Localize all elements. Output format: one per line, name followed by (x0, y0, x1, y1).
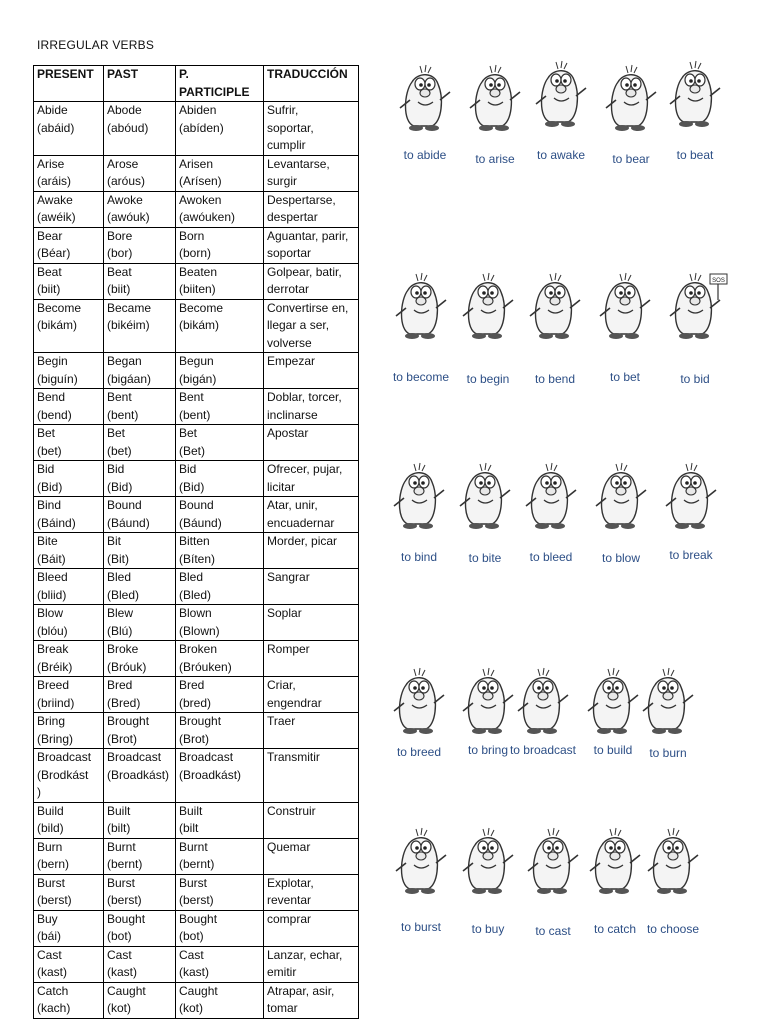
cell-present: Bite (Báit) (34, 533, 104, 569)
cell-translation: Doblar, torcer, inclinarse (264, 389, 359, 425)
table-row (34, 389, 359, 425)
illustration-card (452, 460, 518, 567)
cell-past: Bit (Bit) (104, 533, 176, 569)
cell-past: Bled (Bled) (104, 569, 176, 605)
cartoon-character-icon (592, 270, 658, 342)
cartoon-character-icon (510, 665, 576, 737)
cell-present: Begin (biguín) (34, 353, 104, 389)
cartoon-character-icon (388, 270, 454, 342)
cell-translation: Morder, picar (264, 533, 359, 569)
cell-past: Bound (Báund) (104, 497, 176, 533)
cell-present: Abide (abáid) (34, 102, 104, 156)
cell-present: Broadcast (Brodkást ) (34, 749, 104, 803)
illustration-caption: to burst (400, 920, 442, 934)
table-row (34, 425, 359, 461)
cell-past: Burnt (bernt) (104, 838, 176, 874)
illustration-card (640, 825, 706, 938)
cell-present: Bring (Bring) (34, 713, 104, 749)
cell-past: Bent (bent) (104, 389, 176, 425)
cell-past: Began (bigáan) (104, 353, 176, 389)
cell-past: Brought (Brot) (104, 713, 176, 749)
illustration-caption: to bind (400, 550, 438, 564)
cell-past: Became (bikéim) (104, 299, 176, 353)
illustration-caption: to choose (646, 922, 700, 936)
cell-participle: Bled (Bled) (176, 569, 264, 605)
cell-translation: Apostar (264, 425, 359, 461)
cell-participle: Blown (Blown) (176, 605, 264, 641)
cartoon-character-icon (662, 58, 728, 130)
table-row (34, 227, 359, 263)
cell-translation: Construir (264, 802, 359, 838)
cell-translation: Ofrecer, pujar, licitar (264, 461, 359, 497)
table-row (34, 641, 359, 677)
illustration-card (658, 460, 724, 564)
illustration-card (388, 270, 454, 386)
cell-participle: Broken (Bróuken) (176, 641, 264, 677)
illustration-card (510, 665, 576, 759)
cartoon-character-icon (522, 270, 588, 342)
cartoon-character-icon (582, 825, 648, 897)
cell-translation: Sufrir, soportar, cumplir (264, 102, 359, 156)
table-row (34, 102, 359, 156)
cartoon-character-icon (598, 62, 664, 134)
illustration-card (455, 825, 521, 938)
cartoon-character-icon (640, 825, 706, 897)
cell-present: Catch (kach) (34, 982, 104, 1018)
illustration-card (598, 62, 664, 168)
cell-participle: Become (bikám) (176, 299, 264, 353)
cell-participle: Awoken (awóuken) (176, 191, 264, 227)
cell-participle: Bid (Bid) (176, 461, 264, 497)
illustration-card (462, 62, 528, 168)
cell-translation: Empezar (264, 353, 359, 389)
illustration-caption: to abide (403, 148, 447, 162)
illustration-card (386, 460, 452, 566)
cartoon-character-icon (635, 665, 701, 737)
cartoon-character-icon (452, 460, 518, 532)
illustration-caption: to arise (475, 152, 515, 166)
cell-present: Bid (Bid) (34, 461, 104, 497)
cell-past: Built (bilt) (104, 802, 176, 838)
illustration-card (662, 270, 728, 388)
cartoon-character-icon (455, 270, 521, 342)
cell-participle: Cast (kast) (176, 946, 264, 982)
table-row (34, 533, 359, 569)
illustration-caption: to build (593, 743, 633, 757)
cell-present: Bend (bend) (34, 389, 104, 425)
illustration-card (588, 460, 654, 567)
illustration-caption: to burn (649, 746, 687, 760)
cell-participle: Burnt (bernt) (176, 838, 264, 874)
illustration-caption: to broadcast (509, 743, 577, 757)
cell-translation: Atrapar, asir, tomar (264, 982, 359, 1018)
table-row (34, 874, 359, 910)
cartoon-character-icon (386, 460, 452, 532)
illustration-caption: to begin (466, 372, 510, 386)
cell-past: Blew (Blú) (104, 605, 176, 641)
table-row (34, 677, 359, 713)
cell-past: Arose (aróus) (104, 155, 176, 191)
column-header-translation: TRADUCCIÓN (264, 66, 359, 102)
illustration-caption: to awake (536, 148, 586, 162)
cell-translation: Quemar (264, 838, 359, 874)
cell-present: Break (Bréik) (34, 641, 104, 677)
cell-present: Blow (blóu) (34, 605, 104, 641)
cartoon-character-icon (455, 825, 521, 897)
illustration-caption: to bring (467, 743, 509, 757)
cell-participle: Bound (Báund) (176, 497, 264, 533)
cartoon-character-icon (462, 62, 528, 134)
cell-participle: Bet (Bet) (176, 425, 264, 461)
cell-past: Burst (berst) (104, 874, 176, 910)
cartoon-character-icon (520, 825, 586, 897)
cell-translation: Criar, engendrar (264, 677, 359, 713)
cell-past: Bid (Bid) (104, 461, 176, 497)
cell-translation: Golpear, batir, derrotar (264, 263, 359, 299)
cell-present: Cast (kast) (34, 946, 104, 982)
cell-past: Awoke (awóuk) (104, 191, 176, 227)
cell-translation: Lanzar, echar, emitir (264, 946, 359, 982)
irregular-verbs-table (33, 65, 359, 1019)
table-row (34, 838, 359, 874)
cell-participle: Brought (Brot) (176, 713, 264, 749)
cell-participle: Built (bilt (176, 802, 264, 838)
cell-translation: Explotar, reventar (264, 874, 359, 910)
cell-present: Buy (bái) (34, 910, 104, 946)
cell-participle: Bent (bent) (176, 389, 264, 425)
cell-present: Build (bild) (34, 802, 104, 838)
table-header-row (34, 66, 359, 102)
cell-present: Burst (berst) (34, 874, 104, 910)
cell-present: Arise (aráis) (34, 155, 104, 191)
cell-translation: Levantarse, surgir (264, 155, 359, 191)
illustration-caption: to beat (676, 148, 714, 162)
cartoon-character-icon (658, 460, 724, 532)
table-row (34, 713, 359, 749)
cell-past: Abode (abóud) (104, 102, 176, 156)
table-row (34, 299, 359, 353)
cell-past: Bred (Bred) (104, 677, 176, 713)
illustration-card (662, 58, 728, 164)
cell-past: Broke (Bróuk) (104, 641, 176, 677)
cell-present: Bleed (bliid) (34, 569, 104, 605)
table-row (34, 982, 359, 1018)
illustration-caption: to bend (534, 372, 576, 386)
cell-translation: Atar, unir, encuadernar (264, 497, 359, 533)
cartoon-character-icon (662, 270, 728, 342)
table-row (34, 353, 359, 389)
cell-present: Beat (biit) (34, 263, 104, 299)
cell-translation: Sangrar (264, 569, 359, 605)
table-row (34, 946, 359, 982)
table-row (34, 749, 359, 803)
cell-participle: Burst (berst) (176, 874, 264, 910)
cell-past: Bore (bor) (104, 227, 176, 263)
illustration-caption: to bet (609, 370, 641, 384)
cell-translation: Despertarse, despertar (264, 191, 359, 227)
cell-past: Cast (kast) (104, 946, 176, 982)
illustration-caption: to blow (601, 551, 641, 565)
cell-past: Bet (bet) (104, 425, 176, 461)
cartoon-character-icon (386, 665, 452, 737)
cell-translation: Traer (264, 713, 359, 749)
table-row (34, 569, 359, 605)
illustration-caption: to cast (535, 924, 571, 938)
cell-present: Bind (Báind) (34, 497, 104, 533)
cell-present: Become (bikám) (34, 299, 104, 353)
cell-translation: Aguantar, parir, soportar (264, 227, 359, 263)
table-row (34, 191, 359, 227)
cell-past: Broadcast (Broadkást) (104, 749, 176, 803)
illustration-card (455, 270, 521, 388)
illustration-caption: to bite (468, 551, 502, 565)
cartoon-character-icon (528, 58, 594, 130)
illustration-caption: to break (669, 548, 713, 562)
cell-participle: Bred (bred) (176, 677, 264, 713)
illustration-card (528, 58, 594, 164)
illustration-caption: to breed (396, 745, 442, 759)
illustration-caption: to catch (593, 922, 637, 936)
cell-present: Burn (bern) (34, 838, 104, 874)
cartoon-character-icon (388, 825, 454, 897)
cell-translation: Transmitir (264, 749, 359, 803)
cell-translation: Convertirse en, llegar a ser, volverse (264, 299, 359, 353)
illustration-card (635, 665, 701, 762)
cell-participle: Beaten (biiten) (176, 263, 264, 299)
cartoon-character-icon (392, 62, 458, 134)
cell-translation: Romper (264, 641, 359, 677)
table-row (34, 910, 359, 946)
table-row (34, 155, 359, 191)
cell-present: Breed (briind) (34, 677, 104, 713)
cell-participle: Abiden (abíden) (176, 102, 264, 156)
table-row (34, 497, 359, 533)
cell-participle: Caught (kot) (176, 982, 264, 1018)
table-row (34, 802, 359, 838)
illustration-caption: to buy (471, 922, 505, 936)
sign-label: SOS (712, 278, 725, 284)
table-row (34, 263, 359, 299)
table-row (34, 461, 359, 497)
cell-present: Awake (awéik) (34, 191, 104, 227)
table-row (34, 605, 359, 641)
illustration-caption: to bleed (529, 550, 573, 564)
cell-translation: Soplar (264, 605, 359, 641)
illustration-card (522, 270, 588, 388)
cell-past: Bought (bot) (104, 910, 176, 946)
illustration-card (518, 460, 584, 566)
cartoon-character-icon (588, 460, 654, 532)
cell-present: Bear (Béar) (34, 227, 104, 263)
cell-participle: Broadcast (Broadkást) (176, 749, 264, 803)
table-body (34, 102, 359, 1019)
cartoon-character-icon (518, 460, 584, 532)
cell-translation: comprar (264, 910, 359, 946)
column-header-participle: P. PARTICIPLE (176, 66, 264, 102)
illustration-caption: to bid (680, 372, 710, 386)
illustration-card (386, 665, 452, 761)
cell-participle: Arisen (Arísen) (176, 155, 264, 191)
illustration-caption: to become (392, 370, 450, 384)
cell-participle: Born (born) (176, 227, 264, 263)
cell-past: Beat (biit) (104, 263, 176, 299)
cell-past: Caught (kot) (104, 982, 176, 1018)
cell-present: Bet (bet) (34, 425, 104, 461)
cell-participle: Begun (bigán) (176, 353, 264, 389)
cell-participle: Bought (bot) (176, 910, 264, 946)
column-header-present: PRESENT (34, 66, 104, 102)
page-title: IRREGULAR VERBS (37, 38, 155, 52)
illustration-caption: to bear (612, 152, 650, 166)
illustration-card (388, 825, 454, 936)
cell-participle: Bitten (Bíten) (176, 533, 264, 569)
illustration-card (392, 62, 458, 164)
illustration-card (592, 270, 658, 386)
column-header-past: PAST (104, 66, 176, 102)
